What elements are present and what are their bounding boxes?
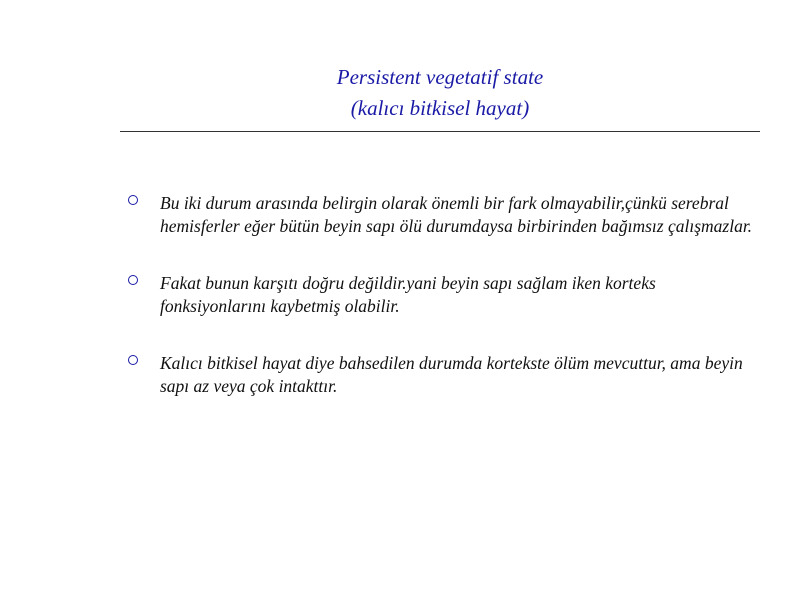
hollow-circle-icon (128, 195, 138, 205)
bullet-list (125, 192, 760, 397)
bullet-text-3: Kalıcı bitkisel hayat diye bahsedilen durumda kortekste ölüm mevcuttur, ama beyin sapı az veya çok intakttır. (160, 353, 743, 396)
title-divider (120, 131, 760, 132)
bullet-text-2: Fakat bunun karşıtı doğru değildir.yani beyin sapı sağlam iken korteks fonksiyonlarını kaybetmiş olabilir. (160, 273, 656, 316)
hollow-circle-icon (128, 275, 138, 285)
slide-title (120, 62, 760, 124)
bullet-item-1 (125, 192, 760, 237)
title-line-1: Persistent vegetatif state (336, 65, 544, 89)
bullet-text-1: Bu iki durum arasında belirgin olarak önemli bir fark olmayabilir,çünkü serebral hemisferler eğer bütün beyin sapı ölü durumdaysa birbirinden bağımsız çalışmazlar. (160, 193, 753, 236)
bullet-item-3 (125, 352, 760, 397)
title-line-2: (kalıcı bitkisel hayat) (350, 96, 530, 120)
bullet-item-2 (125, 272, 760, 317)
hollow-circle-icon (128, 355, 138, 365)
